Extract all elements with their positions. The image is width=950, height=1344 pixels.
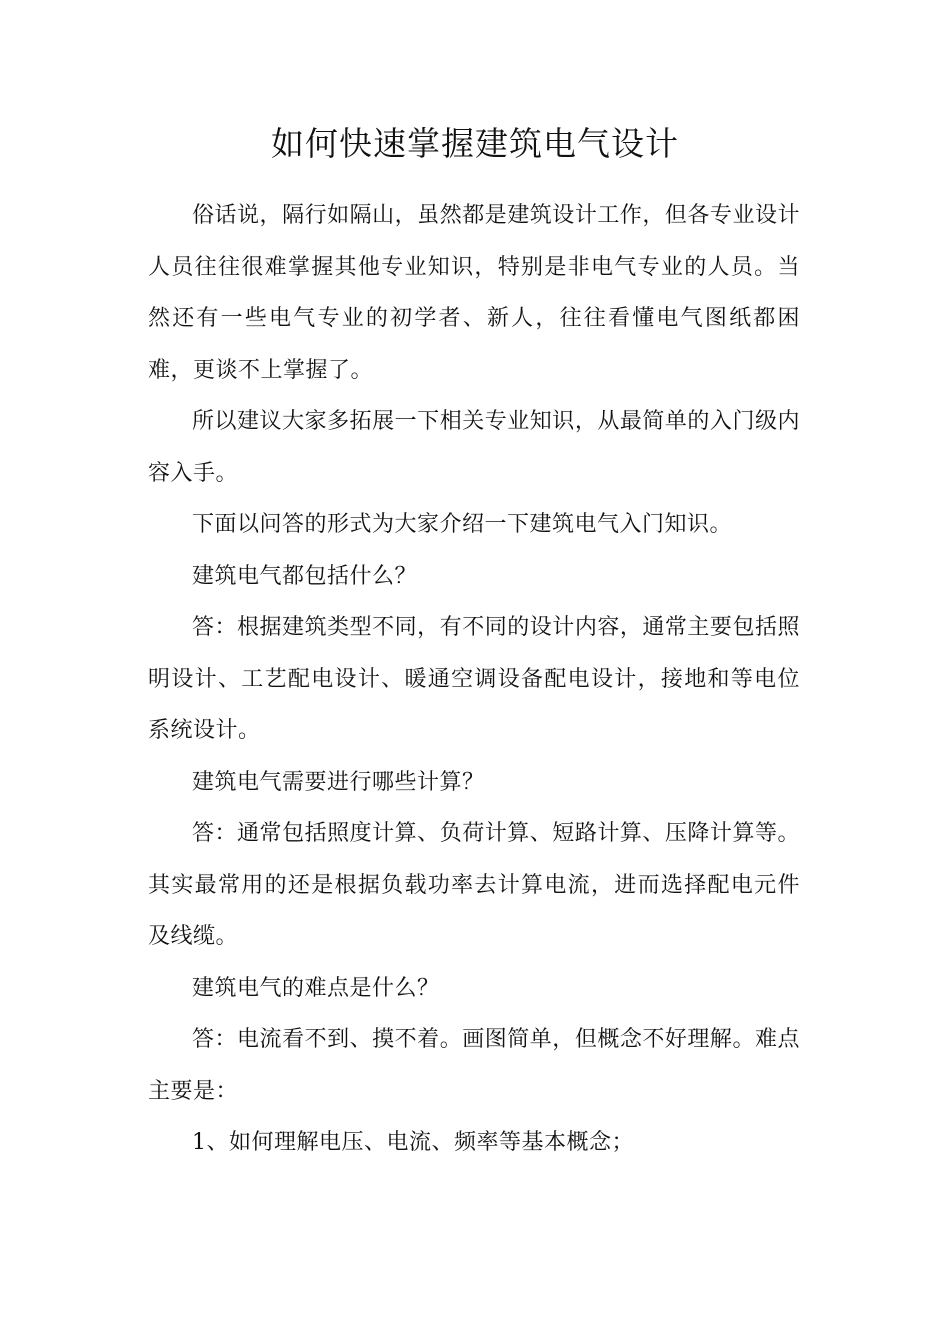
question-1: 建筑电气都包括什么？ bbox=[192, 563, 418, 589]
document-body bbox=[148, 190, 800, 1169]
document-title: 如何快速掌握建筑电气设计 bbox=[271, 124, 679, 163]
paragraph-qa-intro: 下面以问答的形式为大家介绍一下建筑电气入门知识。 bbox=[192, 512, 733, 537]
question-3: 建筑电气的难点是什么？ bbox=[192, 975, 440, 1001]
question-2: 建筑电气需要进行哪些计算？ bbox=[192, 769, 485, 795]
answer-1: 答：根据建筑类型不同，有不同的设计内容，通常主要包括照明设计、工艺配电设计、暖通空调设备配电设计，接地和等电位系统设计。 bbox=[148, 615, 800, 743]
paragraph-suggestion: 所以建议大家多拓展一下相关专业知识，从最简单的入门级内容入手。 bbox=[148, 409, 800, 486]
answer-3: 答：电流看不到、摸不着。画图简单，但概念不好理解。难点主要是： bbox=[148, 1027, 800, 1104]
difficulty-item-1: 1、如何理解电压、电流、频率等基本概念； bbox=[192, 1130, 634, 1155]
answer-2: 答：通常包括照度计算、负荷计算、短路计算、压降计算等。其实最常用的还是根据负载功率去计算电流，进而选择配电元件及线缆。 bbox=[148, 821, 800, 949]
paragraph-intro: 俗话说，隔行如隔山，虽然都是建筑设计工作，但各专业设计人员往往很难掌握其他专业知识，特别是非电气专业的人员。当然还有一些电气专业的初学者、新人，往往看懂电气图纸都困难，更谈不上掌握了。 bbox=[148, 203, 800, 383]
